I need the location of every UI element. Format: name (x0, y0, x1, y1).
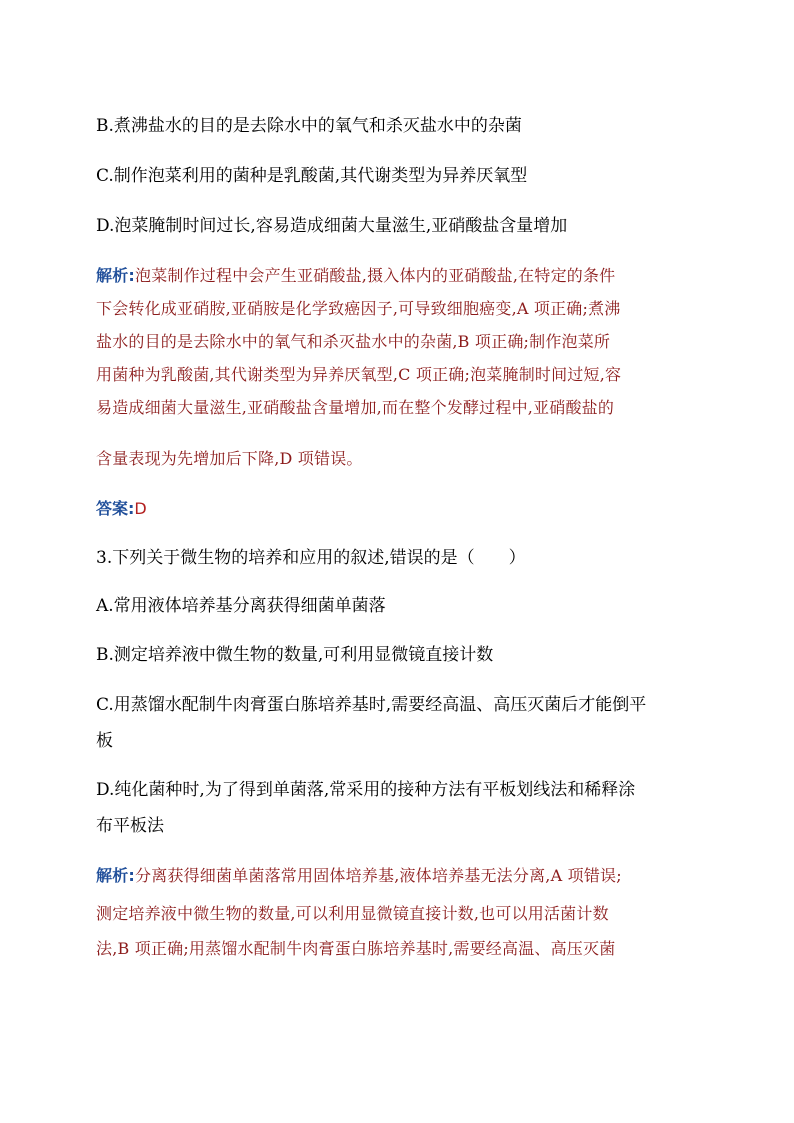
q2-option-d: D.泡菜腌制时间过长,容易造成细菌大量滋生,亚硝酸盐含量增加 (96, 216, 568, 236)
q3-option-b: B.测定培养液中微生物的数量,可利用显微镜直接计数 (96, 645, 494, 665)
q2-explanation-line: 含量表现为先增加后下降,D 项错误。 (96, 449, 363, 468)
q2-option-c: C.制作泡菜利用的菌种是乳酸菌,其代谢类型为异养厌氧型 (96, 166, 528, 186)
q3-option-c-line: C.用蒸馏水配制牛肉膏蛋白胨培养基时,需要经高温、高压灭菌后才能倒平 (96, 695, 647, 715)
q2-explanation-line: 解析:泡菜制作过程中会产生亚硝酸盐,摄入体内的亚硝酸盐,在特定的条件 (96, 266, 616, 285)
q3-option-c-line: 板 (96, 731, 113, 751)
q3-option-d-line: D.纯化菌种时,为了得到单菌落,常采用的接种方法有平板划线法和稀释涂 (96, 780, 636, 800)
q3-explanation-label: 解析: (96, 866, 135, 885)
q2-answer-value: D (134, 499, 147, 518)
q3-option-a: A.常用液体培养基分离获得细菌单菌落 (96, 596, 386, 616)
q3-explanation-line: 法,B 项正确;用蒸馏水配制牛肉膏蛋白胨培养基时,需要经高温、高压灭菌 (96, 939, 616, 958)
q3-stem: 3.下列关于微生物的培养和应用的叙述,错误的是（ ） (96, 548, 526, 568)
q2-option-b: B.煮沸盐水的目的是去除水中的氧气和杀灭盐水中的杂菌 (96, 116, 522, 136)
q2-answer (96, 497, 147, 521)
q2-explanation-line: 盐水的目的是去除水中的氧气和杀灭盐水中的杂菌,B 项正确;制作泡菜所 (96, 332, 611, 351)
q2-answer-label: 答案: (96, 499, 135, 518)
q3-explanation-line: 解析:分离获得细菌单菌落常用固体培养基,液体培养基无法分离,A 项错误; (96, 866, 622, 885)
q2-explanation-line: 下会转化成亚硝胺,亚硝胺是化学致癌因子,可导致细胞癌变,A 项正确;煮沸 (96, 299, 621, 318)
q2-explanation-line: 用菌种为乳酸菌,其代谢类型为异养厌氧型,C 项正确;泡菜腌制时间过短,容 (96, 365, 622, 384)
q2-explanation-line: 易造成细菌大量滋生,亚硝酸盐含量增加,而在整个发酵过程中,亚硝酸盐的 (96, 398, 615, 417)
q3-option-d-line: 布平板法 (96, 816, 164, 836)
q3-explanation-line: 测定培养液中微生物的数量,可以利用显微镜直接计数,也可以用活菌计数 (96, 904, 609, 923)
q2-explanation-label: 解析: (96, 266, 135, 285)
